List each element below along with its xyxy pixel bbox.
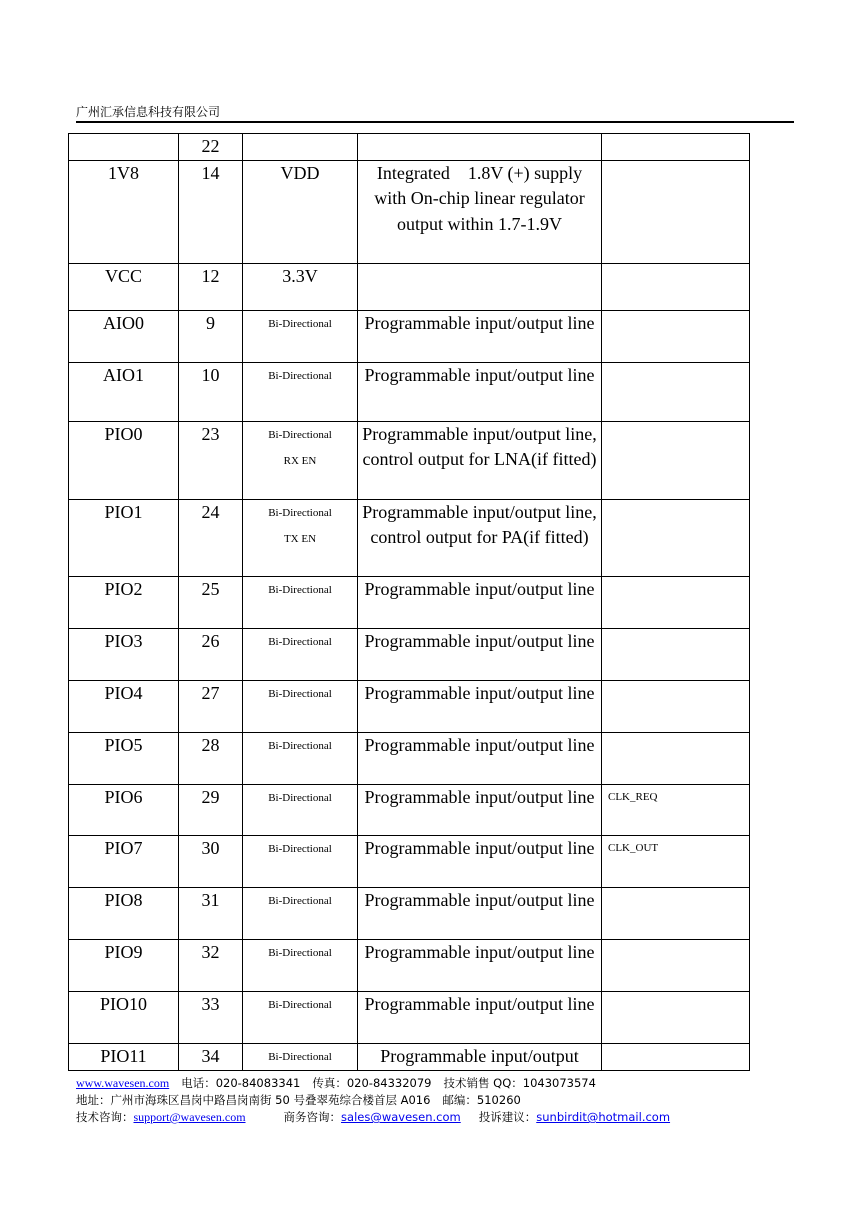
pin-note-cell bbox=[602, 362, 750, 421]
fax-label: 传真： bbox=[312, 1076, 347, 1090]
pin-number-cell: 12 bbox=[179, 263, 243, 310]
table-row bbox=[69, 576, 750, 628]
table-row bbox=[69, 160, 750, 263]
pin-type-text: Bi-Directional bbox=[268, 583, 332, 596]
pin-number-cell: 33 bbox=[179, 991, 243, 1043]
pin-note-cell bbox=[602, 628, 750, 680]
pin-name-cell: PIO10 bbox=[69, 991, 179, 1043]
pin-type-cell bbox=[243, 991, 358, 1043]
pin-number-cell: 34 bbox=[179, 1043, 243, 1070]
pin-name-cell: PIO4 bbox=[69, 680, 179, 732]
fax-number: 020-84332079 bbox=[346, 1076, 432, 1090]
website-link[interactable]: www.wavesen.com bbox=[76, 1076, 170, 1090]
pin-note-cell: CLK_OUT bbox=[602, 835, 750, 887]
pin-note-cell bbox=[602, 134, 750, 161]
pin-number-cell: 26 bbox=[179, 628, 243, 680]
pin-type-cell bbox=[243, 784, 358, 835]
pin-description-cell: Programmable input/output line bbox=[358, 939, 602, 991]
table-row bbox=[69, 680, 750, 732]
table-row bbox=[69, 499, 750, 576]
pin-description-cell: Programmable input/output line bbox=[358, 835, 602, 887]
pin-type-text: Bi-Directional bbox=[268, 946, 332, 959]
support-email-link[interactable]: support@wavesen.com bbox=[133, 1110, 246, 1124]
pin-description-cell: Programmable input/output line bbox=[358, 628, 602, 680]
pin-type-cell bbox=[243, 263, 358, 310]
pin-name-cell: PIO3 bbox=[69, 628, 179, 680]
footer-contact-line bbox=[76, 1075, 670, 1092]
table-row bbox=[69, 991, 750, 1043]
pin-number-cell: 10 bbox=[179, 362, 243, 421]
pin-type-cell bbox=[243, 939, 358, 991]
pin-note-cell: CLK_REQ bbox=[602, 784, 750, 835]
tech-label: 技术咨询： bbox=[76, 1110, 134, 1124]
pin-number-cell: 30 bbox=[179, 835, 243, 887]
postcode-label: 邮编： bbox=[442, 1093, 477, 1107]
table-row bbox=[69, 732, 750, 784]
pin-type-text: Bi-Directional bbox=[268, 842, 332, 855]
pin-type-text: Bi-Directional bbox=[268, 998, 332, 1011]
table-row bbox=[69, 939, 750, 991]
pin-type-secondary-text: RX EN bbox=[283, 454, 317, 467]
pin-type-text: Bi-Directional bbox=[268, 506, 332, 519]
postcode-text: 510260 bbox=[476, 1093, 521, 1107]
pin-note-cell bbox=[602, 939, 750, 991]
footer-address-line bbox=[76, 1092, 670, 1109]
pin-description-cell: Programmable input/output line bbox=[358, 310, 602, 362]
pin-description-cell: Programmable input/output line, control output for LNA(if fitted) bbox=[358, 421, 602, 499]
pin-name-cell: PIO2 bbox=[69, 576, 179, 628]
pin-type-text: Bi-Directional bbox=[268, 739, 332, 752]
pin-description-cell: Programmable input/output line bbox=[358, 887, 602, 939]
pin-note-cell bbox=[602, 263, 750, 310]
table-row bbox=[69, 628, 750, 680]
pin-description-cell bbox=[358, 263, 602, 310]
pin-name-cell: PIO9 bbox=[69, 939, 179, 991]
pin-type-cell bbox=[243, 732, 358, 784]
company-header: 广州汇承信息科技有限公司 bbox=[76, 105, 221, 119]
pin-type-cell bbox=[243, 680, 358, 732]
table-row bbox=[69, 362, 750, 421]
pin-note-cell bbox=[602, 160, 750, 263]
pin-description-cell: Integrated 1.8V (+) supply with On-chip linear regulator output within 1.7-1.9V bbox=[358, 160, 602, 263]
pin-number-cell: 32 bbox=[179, 939, 243, 991]
pin-type-cell bbox=[243, 310, 358, 362]
pin-type-text: Bi-Directional bbox=[268, 635, 332, 648]
pin-name-cell: VCC bbox=[69, 263, 179, 310]
pin-description-cell: Programmable input/output line bbox=[358, 576, 602, 628]
pin-description-cell bbox=[358, 134, 602, 161]
table-row bbox=[69, 421, 750, 499]
pin-note-cell bbox=[602, 499, 750, 576]
pin-name-cell: PIO7 bbox=[69, 835, 179, 887]
pin-type-text: Bi-Directional bbox=[268, 791, 332, 804]
pin-type-text: Bi-Directional bbox=[268, 687, 332, 700]
pin-number-cell: 29 bbox=[179, 784, 243, 835]
pin-note-cell bbox=[602, 310, 750, 362]
pin-type-cell bbox=[243, 362, 358, 421]
pin-note-cell bbox=[602, 680, 750, 732]
pin-type-cell bbox=[243, 628, 358, 680]
pin-note-cell bbox=[602, 732, 750, 784]
pin-type-text: Bi-Directional bbox=[268, 1050, 332, 1063]
pin-type-cell bbox=[243, 160, 358, 263]
pin-note-cell bbox=[602, 1043, 750, 1070]
table-row bbox=[69, 835, 750, 887]
pin-name-cell: PIO11 bbox=[69, 1043, 179, 1070]
qq-label: 技术销售 QQ： bbox=[443, 1076, 523, 1090]
pin-description-cell: Programmable input/output bbox=[358, 1043, 602, 1070]
address-label: 地址： bbox=[76, 1093, 111, 1107]
pin-note-cell bbox=[602, 421, 750, 499]
pin-type-cell bbox=[243, 134, 358, 161]
pin-note-cell bbox=[602, 887, 750, 939]
pin-type-text: VDD bbox=[280, 162, 320, 183]
pin-type-text: Bi-Directional bbox=[268, 428, 332, 441]
pin-description-cell: Programmable input/output line bbox=[358, 680, 602, 732]
pin-number-cell: 23 bbox=[179, 421, 243, 499]
pin-description-cell: Programmable input/output line bbox=[358, 732, 602, 784]
pin-type-text: Bi-Directional bbox=[268, 894, 332, 907]
pin-description-cell: Programmable input/output line, control output for PA(if fitted) bbox=[358, 499, 602, 576]
pin-number-cell: 25 bbox=[179, 576, 243, 628]
table-row bbox=[69, 784, 750, 835]
pin-type-cell bbox=[243, 835, 358, 887]
sales-email-link[interactable]: sales@wavesen.com bbox=[341, 1110, 461, 1124]
pin-name-cell: AIO0 bbox=[69, 310, 179, 362]
pin-name-cell: AIO1 bbox=[69, 362, 179, 421]
pin-table-body bbox=[69, 134, 750, 1071]
pin-number-cell: 24 bbox=[179, 499, 243, 576]
address-text: 广州市海珠区昌岗中路昌岗南街 50 号叠翠苑综合楼首层 A016 bbox=[110, 1093, 431, 1107]
pin-note-cell bbox=[602, 576, 750, 628]
pin-type-text: 3.3V bbox=[282, 265, 318, 286]
page-footer bbox=[76, 1075, 670, 1126]
pin-number-cell: 14 bbox=[179, 160, 243, 263]
header-divider bbox=[76, 121, 794, 123]
pin-type-cell bbox=[243, 887, 358, 939]
pin-type-secondary-text: TX EN bbox=[283, 532, 317, 545]
pin-type-cell bbox=[243, 1043, 358, 1070]
pin-number-cell: 31 bbox=[179, 887, 243, 939]
pin-name-cell: PIO5 bbox=[69, 732, 179, 784]
table-row bbox=[69, 263, 750, 310]
complaint-label: 投诉建议： bbox=[478, 1110, 537, 1124]
table-row bbox=[69, 887, 750, 939]
pin-description-cell: Programmable input/output line bbox=[358, 362, 602, 421]
phone-number: 020-84083341 bbox=[215, 1076, 301, 1090]
pin-name-cell: 1V8 bbox=[69, 160, 179, 263]
pin-name-cell bbox=[69, 134, 179, 161]
pin-type-text: Bi-Directional bbox=[268, 317, 332, 330]
pin-type-cell bbox=[243, 421, 358, 499]
pin-number-cell: 28 bbox=[179, 732, 243, 784]
table-row bbox=[69, 1043, 750, 1070]
pin-description-cell: Programmable input/output line bbox=[358, 991, 602, 1043]
pin-name-cell: PIO6 bbox=[69, 784, 179, 835]
pin-definition-table bbox=[68, 133, 750, 1071]
pin-number-cell: 27 bbox=[179, 680, 243, 732]
table-row bbox=[69, 134, 750, 161]
pin-type-text: Bi-Directional bbox=[268, 369, 332, 382]
footer-email-line bbox=[76, 1109, 670, 1126]
pin-name-cell: PIO0 bbox=[69, 421, 179, 499]
pin-type-cell bbox=[243, 576, 358, 628]
qq-number: 1043073574 bbox=[522, 1076, 596, 1090]
biz-label: 商务咨询： bbox=[283, 1110, 342, 1124]
phone-label: 电话： bbox=[181, 1076, 216, 1090]
complaint-email-link[interactable]: sunbirdit@hotmail.com bbox=[536, 1110, 671, 1124]
pin-note-cell bbox=[602, 991, 750, 1043]
pin-name-cell: PIO8 bbox=[69, 887, 179, 939]
pin-description-cell: Programmable input/output line bbox=[358, 784, 602, 835]
pin-name-cell: PIO1 bbox=[69, 499, 179, 576]
pin-number-cell: 22 bbox=[179, 134, 243, 161]
table-row bbox=[69, 310, 750, 362]
pin-type-cell bbox=[243, 499, 358, 576]
pin-number-cell: 9 bbox=[179, 310, 243, 362]
